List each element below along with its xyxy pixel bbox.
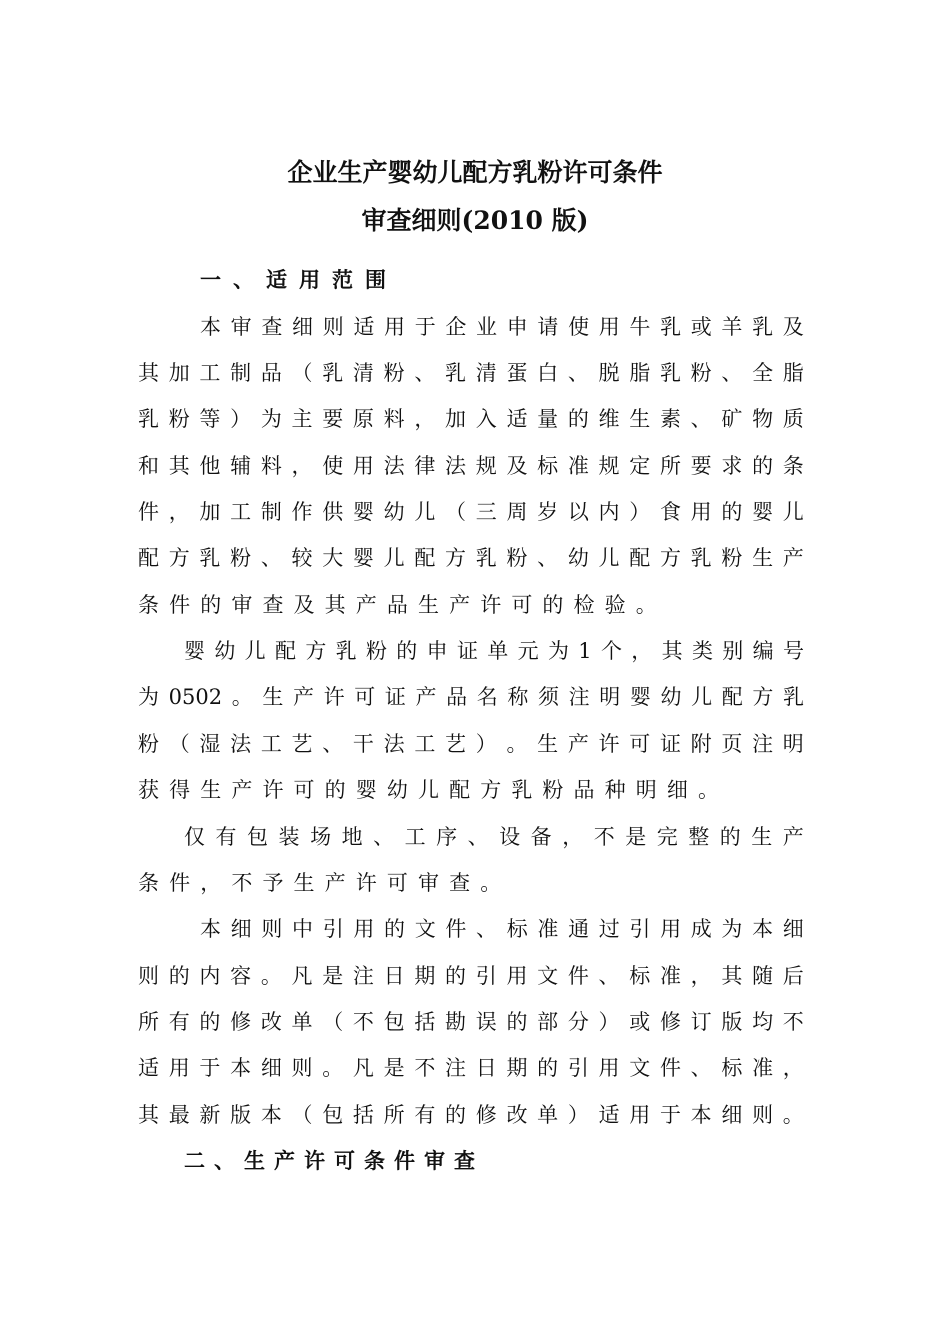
paragraph-line: 件 ， 加 工 制 作 供 婴 幼 儿 （ 三 周 岁 以 内 ） 食 用 的 婴 儿 <box>138 500 804 524</box>
paragraph-line: 获 得 生 产 许 可 的 婴 幼 儿 配 方 乳 粉 品 种 明 细 。 <box>138 778 719 802</box>
paragraph-line: 适 用 于 本 细 则 。 凡 是 不 注 日 期 的 引 用 文 件 、 标 准 ， <box>138 1056 804 1080</box>
paragraph-line: 本 细 则 中 引 用 的 文 件 、 标 准 通 过 引 用 成 为 本 细 <box>200 917 804 941</box>
paragraph-line: 其 最 新 版 本 （ 包 括 所 有 的 修 改 单 ） 适 用 于 本 细 则 。 <box>138 1103 804 1127</box>
paragraph-line: 本 审 查 细 则 适 用 于 企 业 申 请 使 用 牛 乳 或 羊 乳 及 <box>200 315 804 339</box>
paragraph-line: 为 0502 。 生 产 许 可 证 产 品 名 称 须 注 明 婴 幼 儿 配 方 乳 <box>138 685 804 709</box>
paragraph-line: 条 件 的 审 查 及 其 产 品 生 产 许 可 的 检 验 。 <box>138 593 657 617</box>
document-title: 企业生产婴幼儿配方乳粉许可条件 <box>287 158 663 187</box>
paragraph-line: 和 其 他 辅 料 ， 使 用 法 律 法 规 及 标 准 规 定 所 要 求 的 条 <box>138 454 804 478</box>
section-heading: 一、适用范围 <box>200 268 398 292</box>
paragraph-line: 仅 有 包 装 场 地 、 工 序 、 设 备 ， 不 是 完 整 的 生 产 <box>184 825 804 849</box>
paragraph-line: 婴 幼 儿 配 方 乳 粉 的 申 证 单 元 为 1 个 ， 其 类 别 编 号 <box>184 639 804 663</box>
paragraph-line: 乳 粉 等 ） 为 主 要 原 料 ， 加 入 适 量 的 维 生 素 、 矿 物 质 <box>138 407 804 431</box>
document-subtitle: 审查细则(2010 版) <box>361 206 589 235</box>
paragraph-line: 则 的 内 容 。 凡 是 注 日 期 的 引 用 文 件 、 标 准 ， 其 随 后 <box>138 964 804 988</box>
paragraph-line: 粉 （ 湿 法 工 艺 、 干 法 工 艺 ） 。 生 产 许 可 证 附 页 注 明 <box>138 732 804 756</box>
paragraph-line: 其 加 工 制 品 （ 乳 清 粉 、 乳 清 蛋 白 、 脱 脂 乳 粉 、 全 脂 <box>138 361 804 385</box>
paragraph-line: 配 方 乳 粉 、 较 大 婴 儿 配 方 乳 粉 、 幼 儿 配 方 乳 粉 生 产 <box>138 546 804 570</box>
paragraph-line: 所 有 的 修 改 单 （ 不 包 括 勘 误 的 部 分 ） 或 修 订 版 均 不 <box>138 1010 804 1034</box>
paragraph-line: 条 件 ， 不 予 生 产 许 可 审 查 。 <box>138 871 502 895</box>
section-heading: 二、生产许可条件审查 <box>184 1149 484 1173</box>
